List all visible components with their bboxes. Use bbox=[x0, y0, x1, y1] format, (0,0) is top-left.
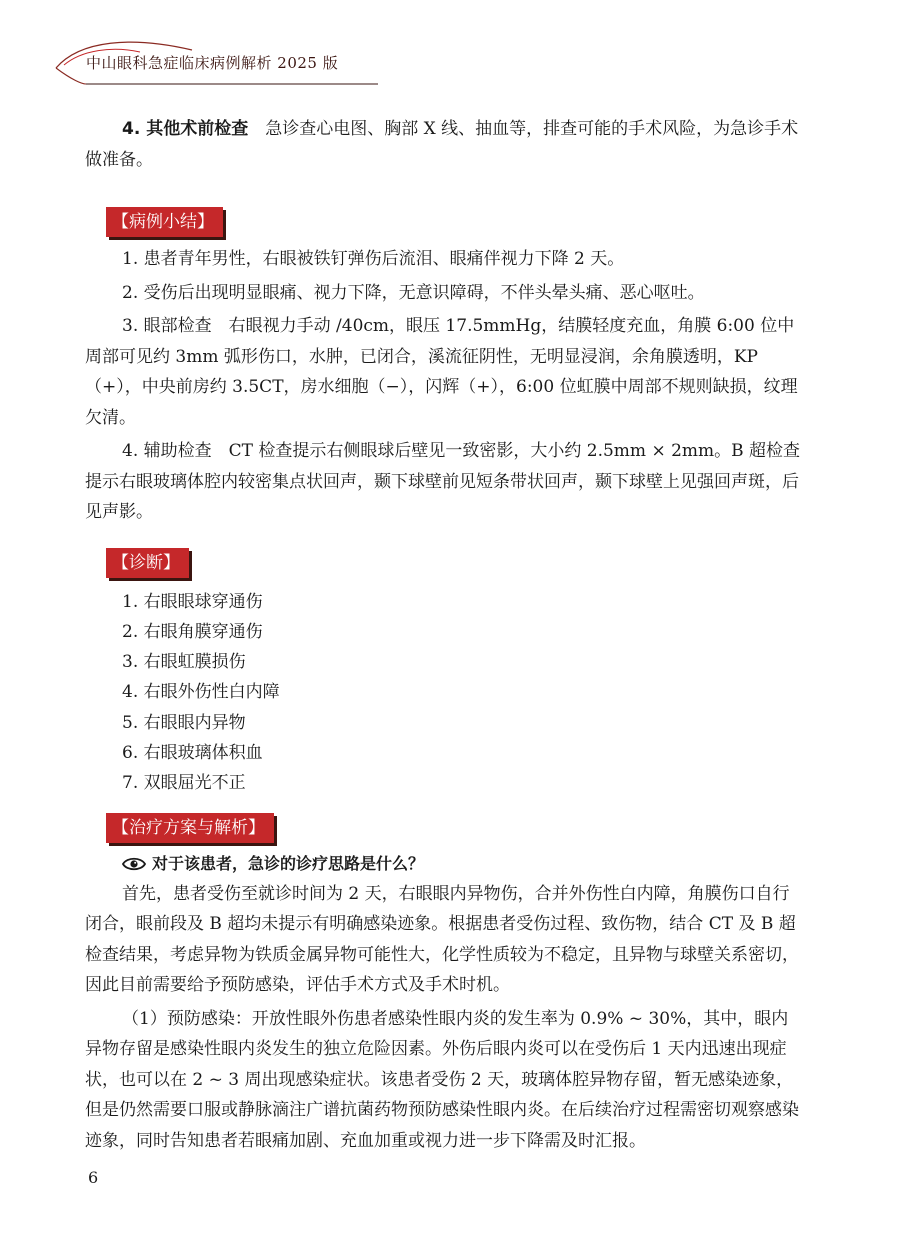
book-title: 中山眼科急症临床病例解析 2025 版 bbox=[86, 54, 339, 72]
treatment-paragraph: （1）预防感染：开放性眼外伤患者感染性眼内炎的发生率为 0.9% ~ 30%，其中，眼内异物存留是感染性眼内炎发生的独立危险因素。外伤后眼内炎可以在受伤后 1 天内迅速出现症状，也可以在 2 ~ 3 周出现感染症状。该患者受伤 2 天，玻璃体腔异物存留，暂无感染迹象，但是仍然需要口服或静脉滴注广谱抗菌药物预防感染性眼内炎。在后续治疗过程需密切观察感染迹象，同时告知患者若眼痛加剧、充血加重或视力进一步下降需及时汇报。 bbox=[85, 1008, 799, 1151]
preop-text: 急诊查心电图、胸部 X 线、抽血等，排查可能的手术风险，为急诊手术做准备。 bbox=[85, 119, 799, 170]
summary-item: 2. 受伤后出现明显眼痛、视力下降，无意识障碍，不伴头晕头痛、恶心呕吐。 bbox=[122, 282, 705, 303]
running-header bbox=[52, 38, 372, 86]
diagnosis-item: 5. 右眼眼内异物 bbox=[122, 712, 246, 733]
page-number: 6 bbox=[88, 1168, 99, 1187]
summary-item: 4. 辅助检查 CT 检查提示右侧眼球后壁见一致密影，大小约 2.5mm × 2mm。B 超检查提示右眼玻璃体腔内较密集点状回声，颞下球壁前见短条带状回声，颞下球壁上见强回声斑，后见声影。 bbox=[85, 441, 801, 522]
treatment-question bbox=[85, 849, 805, 879]
preop-label: 4. 其他术前检查 bbox=[122, 119, 249, 139]
diagnosis-heading: 【诊断】 bbox=[106, 548, 189, 578]
diagnosis-list bbox=[85, 587, 805, 799]
summary-heading: 【病例小结】 bbox=[106, 207, 223, 237]
question-text: 对于该患者，急诊的诊疗思路是什么？ bbox=[152, 853, 425, 873]
summary-item: 3. 眼部检查 右眼视力手动 /40cm，眼压 17.5mmHg，结膜轻度充血，角膜 6:00 位中周部可见约 3mm 弧形伤口，水肿，已闭合，溪流征阴性，无明显浸润，余角膜透明，KP（+），中央前房约 3.5CT，房水细胞（−），闪辉（+），6:00 位虹膜中周部不规则缺损，纹理欠清。 bbox=[85, 316, 798, 428]
diagnosis-item: 2. 右眼角膜穿通伤 bbox=[122, 621, 263, 642]
diagnosis-item: 4. 右眼外伤性白内障 bbox=[122, 682, 280, 703]
eye-icon bbox=[122, 856, 146, 872]
diagnosis-item: 1. 右眼眼球穿通伤 bbox=[122, 591, 263, 612]
summary-list bbox=[85, 244, 805, 528]
treatment-paragraph: 首先，患者受伤至就诊时间为 2 天，右眼眼内异物伤，合并外伤性白内障，角膜伤口自行闭合，眼前段及 B 超均未提示有明确感染迹象。根据患者受伤过程、致伤物，结合 CT 及 B 超检查结果，考虑异物为铁质金属异物可能性大，化学性质较为不稳定，且异物与球壁关系密切，因此目前需要给予预防感染，评估手术方式及手术时机。 bbox=[85, 883, 799, 996]
diagnosis-item: 6. 右眼玻璃体积血 bbox=[122, 742, 263, 763]
treatment-heading: 【治疗方案与解析】 bbox=[106, 813, 274, 843]
preop-paragraph bbox=[85, 114, 805, 175]
diagnosis-item: 7. 双眼屈光不正 bbox=[122, 773, 246, 794]
summary-item: 1. 患者青年男性，右眼被铁钉弹伤后流泪、眼痛伴视力下降 2 天。 bbox=[122, 249, 625, 269]
page-content bbox=[85, 114, 805, 1156]
diagnosis-item: 3. 右眼虹膜损伤 bbox=[122, 652, 246, 673]
